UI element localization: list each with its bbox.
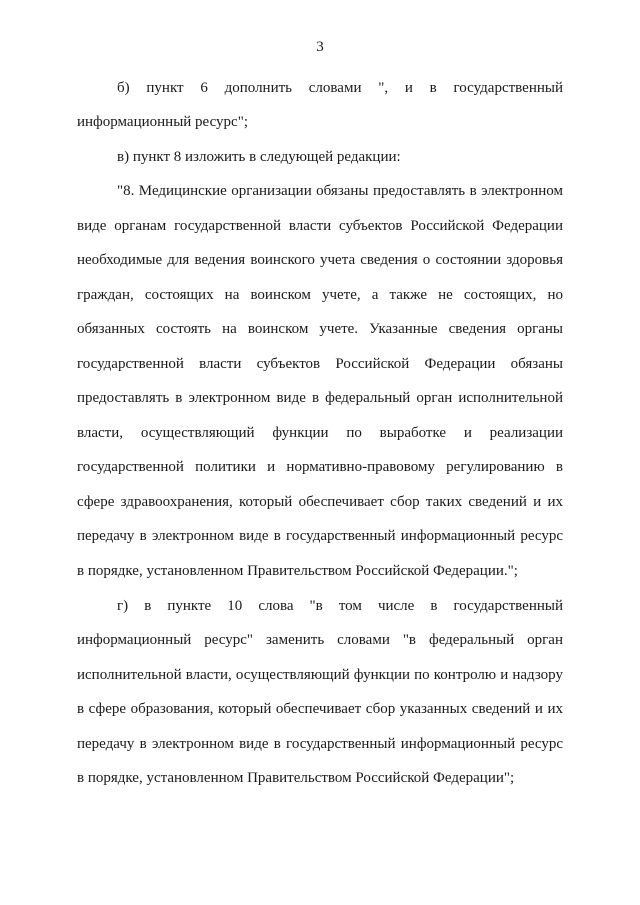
text-line: в сфере образования, который обеспечивает сбор указанных сведений и их [77, 701, 563, 717]
text-line: предоставлять в электронном виде в федеральный орган исполнительной [77, 390, 563, 406]
text-line: информационный ресурс" заменить словами "в федеральный орган [77, 632, 563, 648]
text-line: передачу в электронном виде в государственный информационный ресурс [77, 736, 563, 752]
text-line: власти, осуществляющий функции по выработке и реализации [77, 425, 563, 441]
text-line: г) в пункте 10 слова "в том числе в государственный [117, 598, 563, 614]
text-line: виде органам государственной власти субъектов Российской Федерации [77, 218, 563, 234]
text-line: в порядке, установленном Правительством Российской Федерации"; [77, 770, 515, 786]
text-line: информационный ресурс"; [77, 114, 248, 130]
page-number: 3 [316, 39, 324, 55]
text-line: сфере здравоохранения, который обеспечивает сбор таких сведений и их [77, 494, 563, 510]
text-line: граждан, состоящих на воинском учете, а также не состоящих, но [77, 287, 563, 303]
text-line: б) пункт 6 дополнить словами ", и в государственный [117, 80, 563, 96]
text-line: государственной власти субъектов Российской Федерации обязаны [77, 356, 563, 372]
text-line: государственной политики и нормативно-правовому регулированию в [77, 459, 563, 475]
text-line: исполнительной власти, осуществляющий функции по контролю и надзору [77, 667, 563, 683]
text-line: "8. Медицинские организации обязаны предоставлять в электронном [117, 183, 563, 199]
text-line: обязанных состоять на воинском учете. Указанные сведения органы [77, 321, 563, 337]
text-line: в) пункт 8 изложить в следующей редакции: [117, 149, 401, 165]
text-line: в порядке, установленном Правительством Российской Федерации."; [77, 563, 518, 579]
text-line: необходимые для ведения воинского учета сведения о состоянии здоровья [77, 252, 563, 268]
text-line: передачу в электронном виде в государственный информационный ресурс [77, 528, 563, 544]
